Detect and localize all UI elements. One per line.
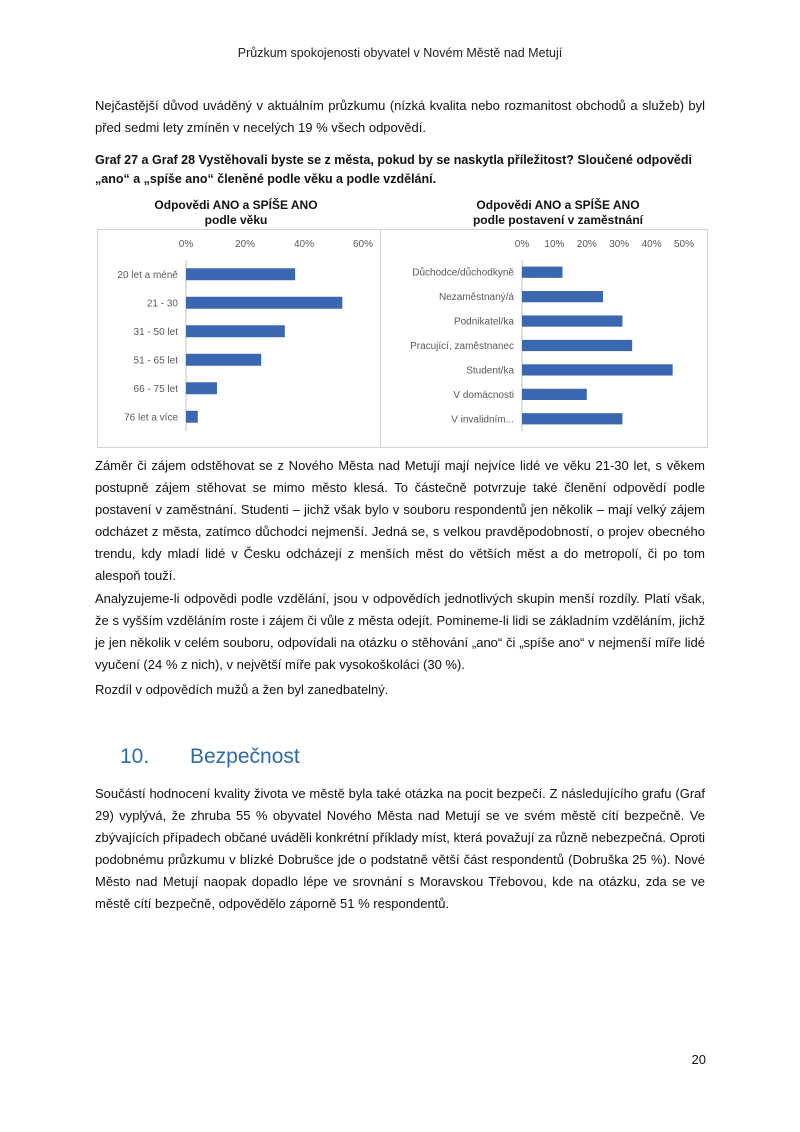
chart-employment-title-line1: Odpovědi ANO a SPÍŠE ANO [476,198,640,212]
bar [522,340,632,351]
category-label: 20 let a méně [117,269,178,281]
category-label: 66 - 75 let [133,383,178,395]
paragraph-education-analysis: Analyzujeme-li odpovědi podle vzdělání, jsou v odpovědích jednotlivých skupin menší rozdíly. Platí však, že s vyšším vzděláním roste i zájem či vůle z města odejít. Pomineme-li lidi se základním vzděláním, jichž je jen několik v celém souboru, odpovídali na otázku o stěhování „ano“ či „spíše ano“ v nejmenší míře lidé vyučení (24 % z nich), v největší míře pak vysokoškoláci (30 %). [95,591,705,672]
bar [186,411,198,423]
bar [522,389,587,400]
tick-label: 20% [234,239,256,250]
tick-label: 40% [641,239,662,250]
chart-age [97,229,379,446]
page-number: 20 [691,1052,706,1067]
chart-age-title [95,198,377,228]
tick-label: 20% [576,239,597,250]
category-label: 51 - 65 let [133,355,178,367]
category-label: Pracující, zaměstnanec [410,341,514,352]
tick-label: 40% [293,239,315,250]
category-label: 31 - 50 let [133,326,178,338]
category-label: 21 - 30 [146,298,178,310]
section-title: Bezpečnost [190,745,300,768]
paragraph-safety: Součástí hodnocení kvality života ve městě byla také otázka na pocit bezpečí. Z následujícího grafu (Graf 29) vyplývá, že zhruba 55 % obyvatel Nového Města nad Metují se ve svém městě cítí bezpečně. Ve zbývajících případech občané uváděli konkrétní příklady míst, která považují za různě nebezpečná. Oproti podobnému průzkumu v blízké Dobrušce jde o podstatně větší část respondentů (Dobruška 25 %). Nové Město nad Metují naopak dopadlo lépe ve srovnání s Moravskou Třebovou, kde na otázku, zda se ve městě cítí bezpečně, odpovědělo záporně 51 % respondentů. [95,786,705,911]
bar [522,364,673,375]
bar [522,267,563,278]
paragraph-intro: Nejčastější důvod uváděný v aktuálním průzkumu (nízká kvalita nebo rozmanitost obchodů a služeb) byl před sedmi lety zmíněn v necelých 19 % všech odpovědí. [95,98,705,135]
tick-label: 60% [352,239,374,250]
tick-label: 10% [544,239,565,250]
category-label: Podnikatel/ka [453,316,514,328]
category-label: Student/ka [466,365,514,377]
bar [522,413,622,424]
bar [186,268,295,280]
bar [522,315,622,326]
category-label: Nezaměstnaný/á [438,292,514,304]
bar [186,325,285,337]
category-label: 76 let a více [124,412,178,424]
bar [186,382,217,394]
tick-label: 0% [514,239,530,250]
paragraph-gender: Rozdíl v odpovědích mužů a žen byl zanedbatelný. [95,682,389,697]
category-label: V invalidním... [451,414,514,426]
page-header: Průzkum spokojenosti obyvatel v Novém Městě nad Metují [237,46,563,60]
tick-label: 30% [609,239,630,250]
bar [186,297,342,309]
category-label: Důchodce/důchodkyně [412,267,514,279]
tick-label: 50% [673,239,695,250]
paragraph-age-analysis: Záměr či zájem odstěhovat se z Nového Města nad Metují mají nejvíce lidé ve věku 21-30 let, s věkem postupně zájem stěhovat se mimo město klesá. To částečně potvrzuje také členění odpovědí podle postavení v zaměstnání. Studenti – jichž však bylo v souboru respondentů jen několik – mají velký zájem odcházet z města, zatímco důchodci nejmenší. Jedná se, s velkou pravděpodobností, o projev obecného trendu, kdy mladí lidé v Česku odcházejí z menších měst do větších měst a do metropolí, či po tom alespoň touží. [95,458,705,583]
bar [522,291,603,302]
figure-caption: Graf 27 a Graf 28 Vystěhovali byste se z města, pokud by se naskytla příležitost? Sloučené odpovědi „ano“ a „spíše ano“ členěné podle věku a podle vzdělání. [95,153,692,186]
category-label: V domácnosti [453,389,514,401]
chart-employment-title [410,198,706,228]
chart-age-title-line1: Odpovědi ANO a SPÍŠE ANO [154,198,318,212]
tick-label: 0% [178,239,194,250]
bar [186,354,261,366]
chart-employment [380,229,706,446]
chart-age-title-line2: podle věku [204,213,268,227]
section-number: 10. [120,745,150,768]
chart-employment-title-line2: podle postavení v zaměstnání [472,213,644,227]
